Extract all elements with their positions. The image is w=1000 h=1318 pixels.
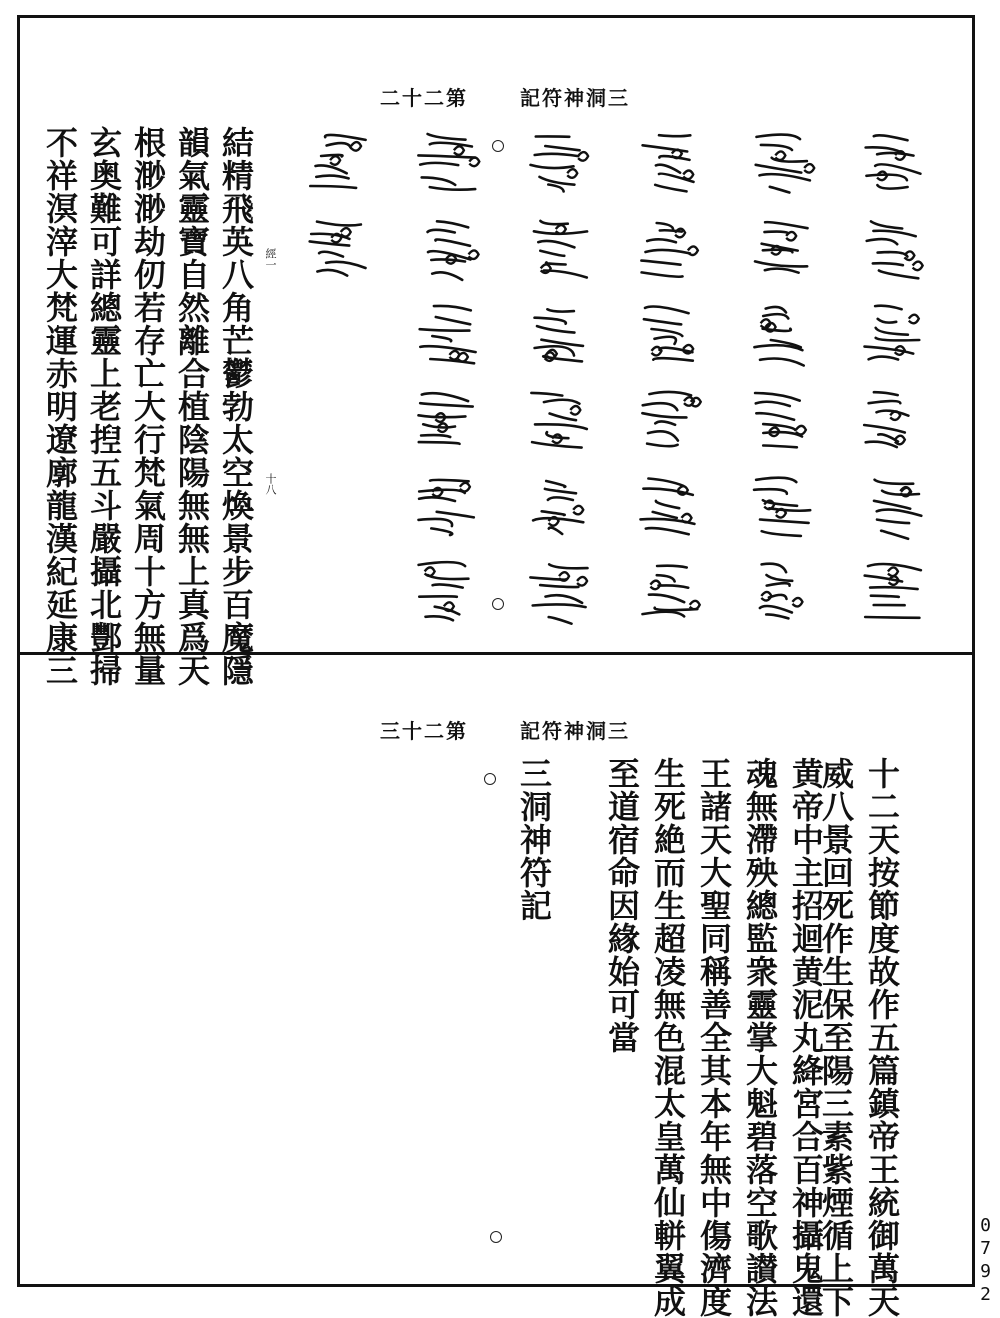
text-column: 結精飛英八角芒鬱勃太空煥景步百魔隱 xyxy=(217,126,255,687)
talisman-glyph-icon xyxy=(410,384,484,458)
text-column: 黄帝中主招迴黄泥丸絳宮合百神攝鬼還 xyxy=(787,757,825,1318)
talisman-glyph-icon xyxy=(522,126,596,200)
page-number: 0792 xyxy=(975,1215,996,1307)
talisman-glyph-icon xyxy=(632,212,706,286)
talisman-glyph-icon xyxy=(300,212,374,286)
talisman-glyph-icon xyxy=(632,298,706,372)
text-column: 十二天按節度故作五篇鎮帝王統御萬天 xyxy=(863,757,901,1318)
text-column: 至道宿命因緣始可當 xyxy=(603,757,641,1054)
talisman-glyph-icon xyxy=(746,298,820,372)
upper-page-number: 二十二第 xyxy=(380,86,468,110)
text-column: 韻氣靈寶自然離合植陰陽無無上真爲天 xyxy=(173,126,211,687)
talisman-glyph-icon xyxy=(856,470,930,544)
talisman-glyph-icon xyxy=(410,470,484,544)
talisman-column xyxy=(848,126,938,642)
talisman-glyph-icon xyxy=(522,556,596,630)
lower-page xyxy=(20,655,972,1318)
upper-page xyxy=(20,18,972,687)
talisman-glyph-icon xyxy=(746,384,820,458)
text-column: 威八景回死作生保至陽三素紫煙循上下 xyxy=(817,757,855,1318)
circle-mark xyxy=(492,598,504,610)
talisman-column xyxy=(292,126,382,298)
upper-page-title: 記符神洞三 xyxy=(520,86,630,110)
talisman-glyph-icon xyxy=(746,212,820,286)
marginal-note: 經一 xyxy=(264,248,277,270)
text-column: 不祥溟滓大梵運赤明遼廓龍漢紀延康三 xyxy=(41,126,79,687)
text-column: 生死絶而生超凌無色混太皇萬仙軿翼成 xyxy=(649,757,687,1318)
talisman-column xyxy=(402,126,492,642)
text-column: 根渺渺劫仞若存亡大行梵氣周十方無量 xyxy=(129,126,167,687)
talisman-column xyxy=(514,126,604,642)
talisman-column xyxy=(738,126,828,642)
marginal-note: 十八 xyxy=(264,473,277,495)
talisman-glyph-icon xyxy=(410,556,484,630)
lower-page-title: 記符神洞三 xyxy=(520,719,630,743)
circle-mark xyxy=(490,1231,502,1243)
text-column: 魂無滯殃總監衆靈掌大魁碧落空歌讃法 xyxy=(741,757,779,1318)
talisman-glyph-icon xyxy=(410,298,484,372)
talisman-glyph-icon xyxy=(410,126,484,200)
text-column: 王諸天大聖同稱善全其本年無中傷濟度 xyxy=(695,757,733,1318)
talisman-glyph-icon xyxy=(300,126,374,200)
talisman-glyph-icon xyxy=(856,298,930,372)
text-column: 玄奥難可詳總靈上老揑五斗嚴攝北酆掃 xyxy=(85,126,123,687)
talisman-glyph-icon xyxy=(856,126,930,200)
talisman-glyph-icon xyxy=(632,470,706,544)
circle-mark xyxy=(484,773,496,785)
talisman-glyph-icon xyxy=(632,556,706,630)
talisman-glyph-icon xyxy=(856,384,930,458)
talisman-glyph-icon xyxy=(856,556,930,630)
book-title-column: 三洞神符記 xyxy=(515,757,553,922)
talisman-glyph-icon xyxy=(746,556,820,630)
talisman-glyph-icon xyxy=(856,212,930,286)
talisman-glyph-icon xyxy=(410,212,484,286)
talisman-glyph-icon xyxy=(522,384,596,458)
talisman-glyph-icon xyxy=(522,470,596,544)
talisman-glyph-icon xyxy=(746,126,820,200)
talisman-glyph-icon xyxy=(522,298,596,372)
talisman-column xyxy=(624,126,714,642)
talisman-glyph-icon xyxy=(632,384,706,458)
talisman-glyph-icon xyxy=(746,470,820,544)
circle-mark xyxy=(492,140,504,152)
talisman-glyph-icon xyxy=(522,212,596,286)
talisman-glyph-icon xyxy=(632,126,706,200)
lower-page-number: 三十二第 xyxy=(380,719,468,743)
